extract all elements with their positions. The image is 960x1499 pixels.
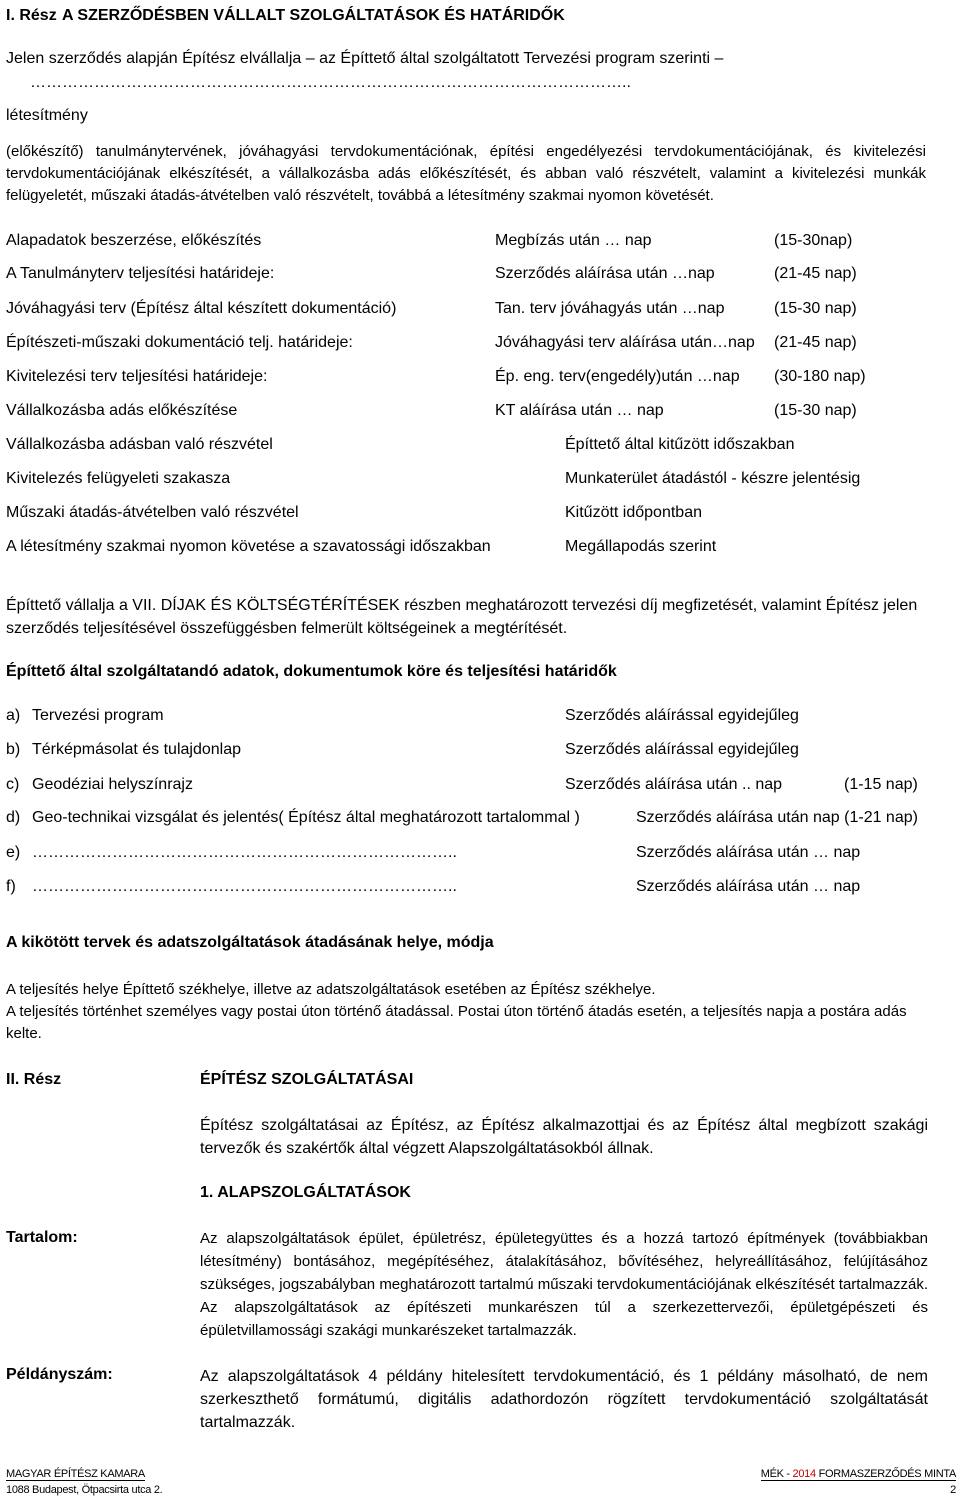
period-task: A létesítmény szakmai nyomon követése a szavatossági időszakban [6, 538, 491, 555]
deadline-range: (15-30 nap) [774, 300, 857, 317]
content-label: Tartalom: [6, 1229, 78, 1246]
deadline-range: (30-180 nap) [774, 368, 866, 385]
item-letter: b) [6, 741, 21, 758]
fee-paragraph: Építtető vállalja a VII. DÍJAK ÉS KÖLTSÉGTÉRÍTÉSEK részben meghatározott tervezési díj megfizetését, valamint Építész jelen szerződés teljesítésével összefüggésben felmerült költségeinek a megtérítését. [6, 597, 918, 637]
period-when: Munkaterület átadástól - készre jelentésig [565, 470, 861, 487]
item-text: Geodéziai helyszínrajz [32, 776, 193, 793]
item-letter: f) [6, 878, 16, 895]
deadline-when: Megbízás után … nap [495, 232, 652, 249]
part-label: I. Rész [6, 7, 57, 24]
deadline-range: (15-30 nap) [774, 402, 857, 419]
intro-facility: létesítmény [6, 107, 88, 124]
period-task: Műszaki átadás-átvételben való részvétel [6, 504, 299, 521]
part2-subheading: 1. ALAPSZOLGÁLTATÁSOK [200, 1184, 411, 1201]
period-task: Kivitelezés felügyeleti szakasza [6, 470, 231, 487]
deadline-task: Kivitelezési terv teljesítési határideje: [6, 368, 268, 385]
client-data-heading: Építtető által szolgáltatandó adatok, dokumentumok köre és teljesítési határidők [6, 663, 617, 680]
deadline-task: Jóváhagyási terv (Építész által készített dokumentáció) [6, 300, 397, 317]
handover-line: A teljesítés történhet személyes vagy postai úton történő átadással. Postai úton történő átadás esetén, a teljesítés napja a postára adás kelte. [6, 1003, 907, 1042]
intro-dots: ………………………………………………………………………………………………….. [30, 74, 631, 91]
item-when: Szerződés aláírása után nap (1-21 nap) [636, 809, 918, 826]
page-number: 2 [950, 1484, 956, 1496]
period-when: Kitűzött időpontban [565, 504, 702, 521]
part2-title: ÉPÍTÉSZ SZOLGÁLTATÁSAI [200, 1071, 414, 1088]
section-title: A SZERZŐDÉSBEN VÁLLALT SZOLGÁLTATÁSOK ÉS HATÁRIDŐK [62, 7, 565, 24]
period-when: Megállapodás szerint [565, 538, 717, 555]
deadline-when: Szerződés aláírása után …nap [495, 265, 715, 282]
item-when: Szerződés aláírással egyidejűleg [565, 707, 799, 724]
item-text: Térképmásolat és tulajdonlap [32, 741, 242, 758]
handover-line: A teljesítés helye Építtető székhelye, illetve az adatszolgáltatások esetében az Építész székhelye. [6, 981, 656, 998]
deadline-when: Jóváhagyási terv aláírása után…nap [495, 334, 755, 351]
deadline-range: (21-45 nap) [774, 265, 857, 282]
footer-form-suffix: FORMASZERZŐDÉS MINTA [815, 1468, 956, 1480]
copies-label: Példányszám: [6, 1366, 113, 1383]
period-when: Építtető által kitűzött időszakban [565, 436, 795, 453]
item-when: Szerződés aláírása után … nap [636, 878, 861, 895]
footer-org: MAGYAR ÉPÍTÉSZ KAMARA [6, 1468, 145, 1480]
deadline-when: Ép. eng. terv(engedély)után …nap [495, 368, 740, 385]
item-text: …………………………………………………………………….. [32, 844, 457, 861]
item-when: Szerződés aláírása után .. nap [565, 776, 783, 793]
footer-address: 1088 Budapest, Ötpacsirta utca 2. [6, 1484, 163, 1496]
footer-form [761, 1468, 956, 1481]
content-text: Az alapszolgáltatások épület, épületrész, épületegyüttes és a hozzá tartozó építmények (továbbiakban létesítmény) bontásához, megépítéséhez, átalakításához, bővítéséhez, helyreállításához, felújításához szükséges, jogszabályban meghatározott tartalmú műszaki tervdokumentációjának elkészítését tartalmazzák. Az alapszolgáltatások az építészeti munkarészen túl a szerkezettervezői, épületgépészeti és épületvillamossági szakági munkarészeket tartalmazzák. [200, 1230, 928, 1339]
item-text: …………………………………………………………………….. [32, 878, 457, 895]
deadline-when: Tan. terv jóváhagyás után …nap [495, 300, 725, 317]
item-text: Tervezési program [32, 707, 164, 724]
intro-line: Jelen szerződés alapján Építész elvállalja – az Építtető által szolgáltatott Tervezési program szerinti – [6, 50, 724, 67]
intro-paragraph: (előkészítő) tanulmánytervének, jóváhagyási tervdokumentációnak, építési engedélyezési tervdokumentációjának, és kivitelezési tervdokumentációjának elkészítését, a vállalkozásba adás előkészítését, és abban való részvételt, valamint a kivitelezési munkák felügyeletét, műszaki átadás-átvételben való részvételt, továbbá a létesítmény szakmai nyomon követését. [6, 143, 926, 204]
period-task: Vállalkozásba adásban való részvétel [6, 436, 273, 453]
part2-intro: Építész szolgáltatásai az Építész, az Építész alkalmazottjai és az Építész által megbízott szakági tervezők és szakértők által végzett Alapszolgáltatásokból állnak. [200, 1117, 928, 1157]
item-letter: d) [6, 809, 21, 826]
item-letter: e) [6, 844, 21, 861]
deadline-task: Alapadatok beszerzése, előkészítés [6, 232, 262, 249]
item-range: (1-15 nap) [844, 776, 918, 793]
item-when: Szerződés aláírása után … nap [636, 844, 861, 861]
item-text: Geo-technikai vizsgálat és jelentés( Építész által meghatározott tartalommal ) [32, 809, 580, 826]
footer-form-year: 2014 [792, 1468, 816, 1480]
deadline-task: A Tanulmányterv teljesítési határideje: [6, 265, 275, 282]
copies-text: Az alapszolgáltatások 4 példány hitelesített tervdokumentáció, és 1 példány másolható, de nem szerkeszthető formátumú, digitális adathordozón rögzített tervdokumentáció szolgáltatását tartalmazzák. [200, 1368, 928, 1431]
handover-heading: A kikötött tervek és adatszolgáltatások átadásának helye, módja [6, 934, 494, 951]
part2-label: II. Rész [6, 1071, 62, 1088]
deadline-when: KT aláírása után … nap [495, 402, 664, 419]
item-letter: a) [6, 707, 21, 724]
deadline-task: Vállalkozásba adás előkészítése [6, 402, 238, 419]
item-letter: c) [6, 776, 20, 793]
footer-form-prefix: MÉK - [760, 1468, 793, 1480]
deadline-range: (21-45 nap) [774, 334, 857, 351]
deadline-range: (15-30nap) [774, 232, 853, 249]
item-when: Szerződés aláírással egyidejűleg [565, 741, 799, 758]
deadline-task: Építészeti-műszaki dokumentáció telj. határideje: [6, 334, 353, 351]
